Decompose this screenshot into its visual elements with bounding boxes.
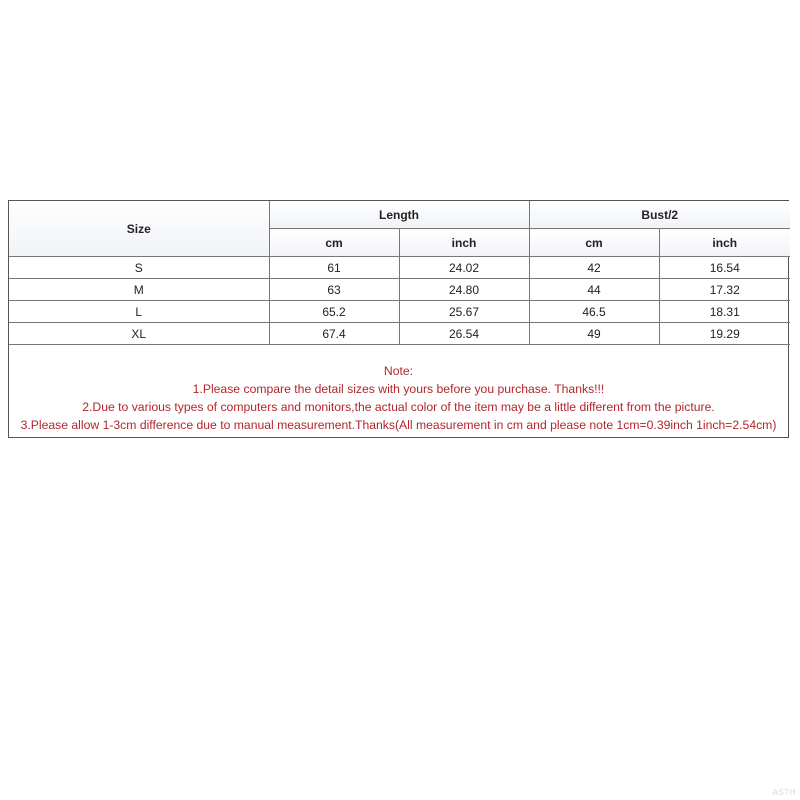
notes-section — [9, 345, 788, 434]
notes-title: Note: — [383, 364, 414, 378]
table-row — [9, 323, 790, 345]
watermark: ASTH — [772, 788, 796, 797]
length-inch-cell: 24.02 — [399, 257, 529, 279]
size-cell: XL — [9, 323, 269, 345]
bust-inch-header: inch — [659, 229, 790, 257]
table-row — [9, 301, 790, 323]
table-row — [9, 279, 790, 301]
size-header: Size — [9, 201, 269, 257]
header-row-groups — [9, 201, 790, 229]
length-cm-cell: 63 — [269, 279, 399, 301]
length-cm-cell: 65.2 — [269, 301, 399, 323]
length-inch-cell: 26.54 — [399, 323, 529, 345]
table-row — [9, 257, 790, 279]
bust-inch-cell: 18.31 — [659, 301, 790, 323]
bust-header: Bust/2 — [529, 201, 790, 229]
size-cell: L — [9, 301, 269, 323]
bust-cm-cell: 46.5 — [529, 301, 659, 323]
length-inch-cell: 25.67 — [399, 301, 529, 323]
length-cm-cell: 61 — [269, 257, 399, 279]
length-cm-header: cm — [269, 229, 399, 257]
note-line-3: 3.Please allow 1-3cm difference due to manual measurement.Thanks(All measurement in cm and please note 1cm=0.39inch 1inch=2.54cm) — [20, 418, 777, 432]
note-line-1: 1.Please compare the detail sizes with yours before you purchase. Thanks!!! — [192, 382, 605, 396]
length-inch-cell: 24.80 — [399, 279, 529, 301]
size-cell: M — [9, 279, 269, 301]
note-line-2: 2.Due to various types of computers and monitors,the actual color of the item may be a little different from the picture. — [82, 400, 715, 414]
bust-cm-cell: 44 — [529, 279, 659, 301]
size-chart — [8, 200, 789, 438]
bust-cm-cell: 49 — [529, 323, 659, 345]
bust-inch-cell: 16.54 — [659, 257, 790, 279]
length-cm-cell: 67.4 — [269, 323, 399, 345]
size-table — [9, 201, 790, 345]
size-cell: S — [9, 257, 269, 279]
length-header: Length — [269, 201, 529, 229]
bust-cm-cell: 42 — [529, 257, 659, 279]
bust-inch-cell: 17.32 — [659, 279, 790, 301]
bust-cm-header: cm — [529, 229, 659, 257]
bust-inch-cell: 19.29 — [659, 323, 790, 345]
length-inch-header: inch — [399, 229, 529, 257]
